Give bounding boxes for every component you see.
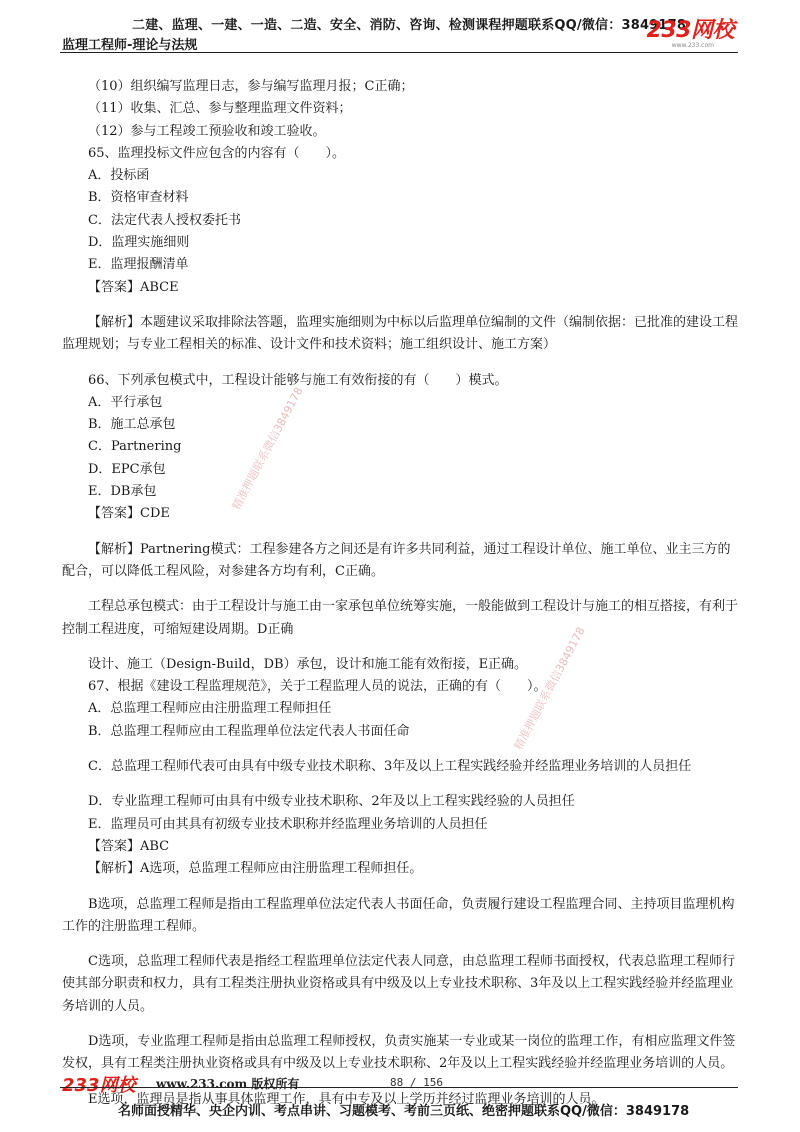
question-66: 66、下列承包模式中，工程设计能够与施工有效衔接的有（ ）模式。: [88, 372, 508, 388]
option-67-a: A．总监理工程师应由注册监理工程师担任: [88, 701, 332, 717]
answer-66: 【答案】CDE: [88, 506, 170, 522]
explanation-67-c: C选项，总监理工程师代表是指经工程监理单位法定代表人同意，由总监理工程师书面授权，代表总监理工程师行使其部分职责和权力，具有工程类注册执业资格或具有中级及以上专业技术职称、3年及以上工程实践经验并经监理业务培训的人员。: [62, 954, 735, 1014]
document-body: [62, 76, 740, 1111]
footer-rule: [60, 1087, 738, 1088]
explanation-67-e: E选项，监理员是指从事具体监理工作，具有中专及以上学历并经过监理业务培训的人员。: [88, 1091, 605, 1107]
text-line: （12）参与工程竣工预验收和竣工验收。: [88, 123, 326, 139]
watermark: 精准押题联系微信3849178: [511, 624, 588, 753]
option-67-b: B．总监理工程师应由工程监理单位法定代表人书面任命: [88, 723, 410, 739]
option-65-c: C．法定代表人授权委托书: [88, 212, 241, 228]
explanation-67-d: D选项，专业监理工程师是指由总监理工程师授权，负责实施某一专业或某一岗位的监理工作，有相应监理文件签发权，具有工程类注册执业资格或具有中级及以上专业技术职称、2年及以上工程实践经验并经监理业务培训的人员。: [62, 1033, 736, 1072]
option-65-a: A．投标函: [88, 168, 150, 184]
footer-logo: 233网校: [62, 1075, 136, 1096]
explanation-65: 【解析】本题建议采取排除法答题，监理实施细则为中标以后监理单位编制的文件（编制依据：已批准的建设工程监理规划；与专业工程相关的标准、设计文件和技术资料；施工组织设计、施工方案）: [62, 314, 739, 353]
explanation-66-epc: 工程总承包模式：由于工程设计与施工由一家承包单位统筹实施，一般能做到工程设计与施工的相互搭接，有利于控制工程进度，可缩短建设周期。D正确: [62, 599, 739, 637]
explanation-67-a: 【解析】A选项，总监理工程师应由注册监理工程师担任。: [88, 861, 423, 877]
header-logo: 233网校: [646, 18, 734, 43]
answer-65: 【答案】ABCE: [88, 279, 179, 295]
header-rule: [60, 52, 738, 53]
option-65-b: B．资格审查材料: [88, 190, 189, 206]
text-line: （11）收集、汇总、参与整理监理文件资料；: [88, 101, 352, 117]
explanation-66-partnering: 【解析】Partnering模式：工程参建各方之间还是有许多共同利益，通过工程设计单位、施工单位、业主三方的配合，可以降低工程风险，对参建各方均有利，C正确。: [62, 541, 731, 579]
header-promo: 二建、监理、一建、一造、二造、安全、消防、咨询、检测课程押题联系QQ/微信：3849178: [132, 18, 687, 33]
option-66-e: E．DB承包: [88, 484, 157, 500]
option-67-c: C．总监理工程师代表可由具有中级专业技术职称、3年及以上工程实践经验并经监理业务培训的人员担任: [88, 759, 692, 775]
question-65: 65、监理投标文件应包含的内容有（ ）。: [88, 145, 346, 161]
answer-67: 【答案】ABC: [88, 838, 170, 854]
option-66-c: C．Partnering: [88, 439, 182, 455]
footer-copyright: www.233.com 版权所有: [156, 1077, 300, 1091]
explanation-67-b: B选项，总监理工程师是指由工程监理单位法定代表人书面任命，负责履行建设工程监理合同、主持项目监理机构工作的注册监理工程师。: [62, 896, 735, 934]
option-67-e: E．监理员可由其具有初级专业技术职称并经监理业务培训的人员担任: [88, 816, 488, 832]
question-67: 67、根据《建设工程监理规范》，关于工程监理人员的说法，正确的有（ ）。: [88, 679, 547, 695]
option-65-e: E．监理报酬清单: [88, 257, 189, 273]
header-subtitle: 监理工程师-理论与法规: [62, 38, 198, 53]
option-66-a: A．平行承包: [88, 394, 163, 410]
option-67-d: D．专业监理工程师可由具有中级专业技术职称、2年及以上工程实践经验的人员担任: [88, 794, 575, 810]
footer-promo: 名师面授精华、央企内训、考点串讲、习题模考、考前三页纸、绝密押题联系QQ/微信：3849178: [118, 1104, 690, 1119]
watermark: 精准押题联系微信3849178: [229, 384, 306, 513]
explanation-66-db: 设计、施工（Design-Build，DB）承包，设计和施工能有效衔接，E正确。: [88, 656, 528, 672]
page-number: 88 / 156: [390, 1076, 443, 1089]
option-66-b: B．施工总承包: [88, 417, 176, 433]
text-line: （10）组织编写监理日志，参与编写监理月报；C正确；: [88, 79, 414, 94]
option-66-d: D．EPC承包: [88, 461, 166, 477]
header-logo-url: www.233.com: [671, 42, 714, 49]
option-65-d: D．监理实施细则: [88, 235, 190, 251]
